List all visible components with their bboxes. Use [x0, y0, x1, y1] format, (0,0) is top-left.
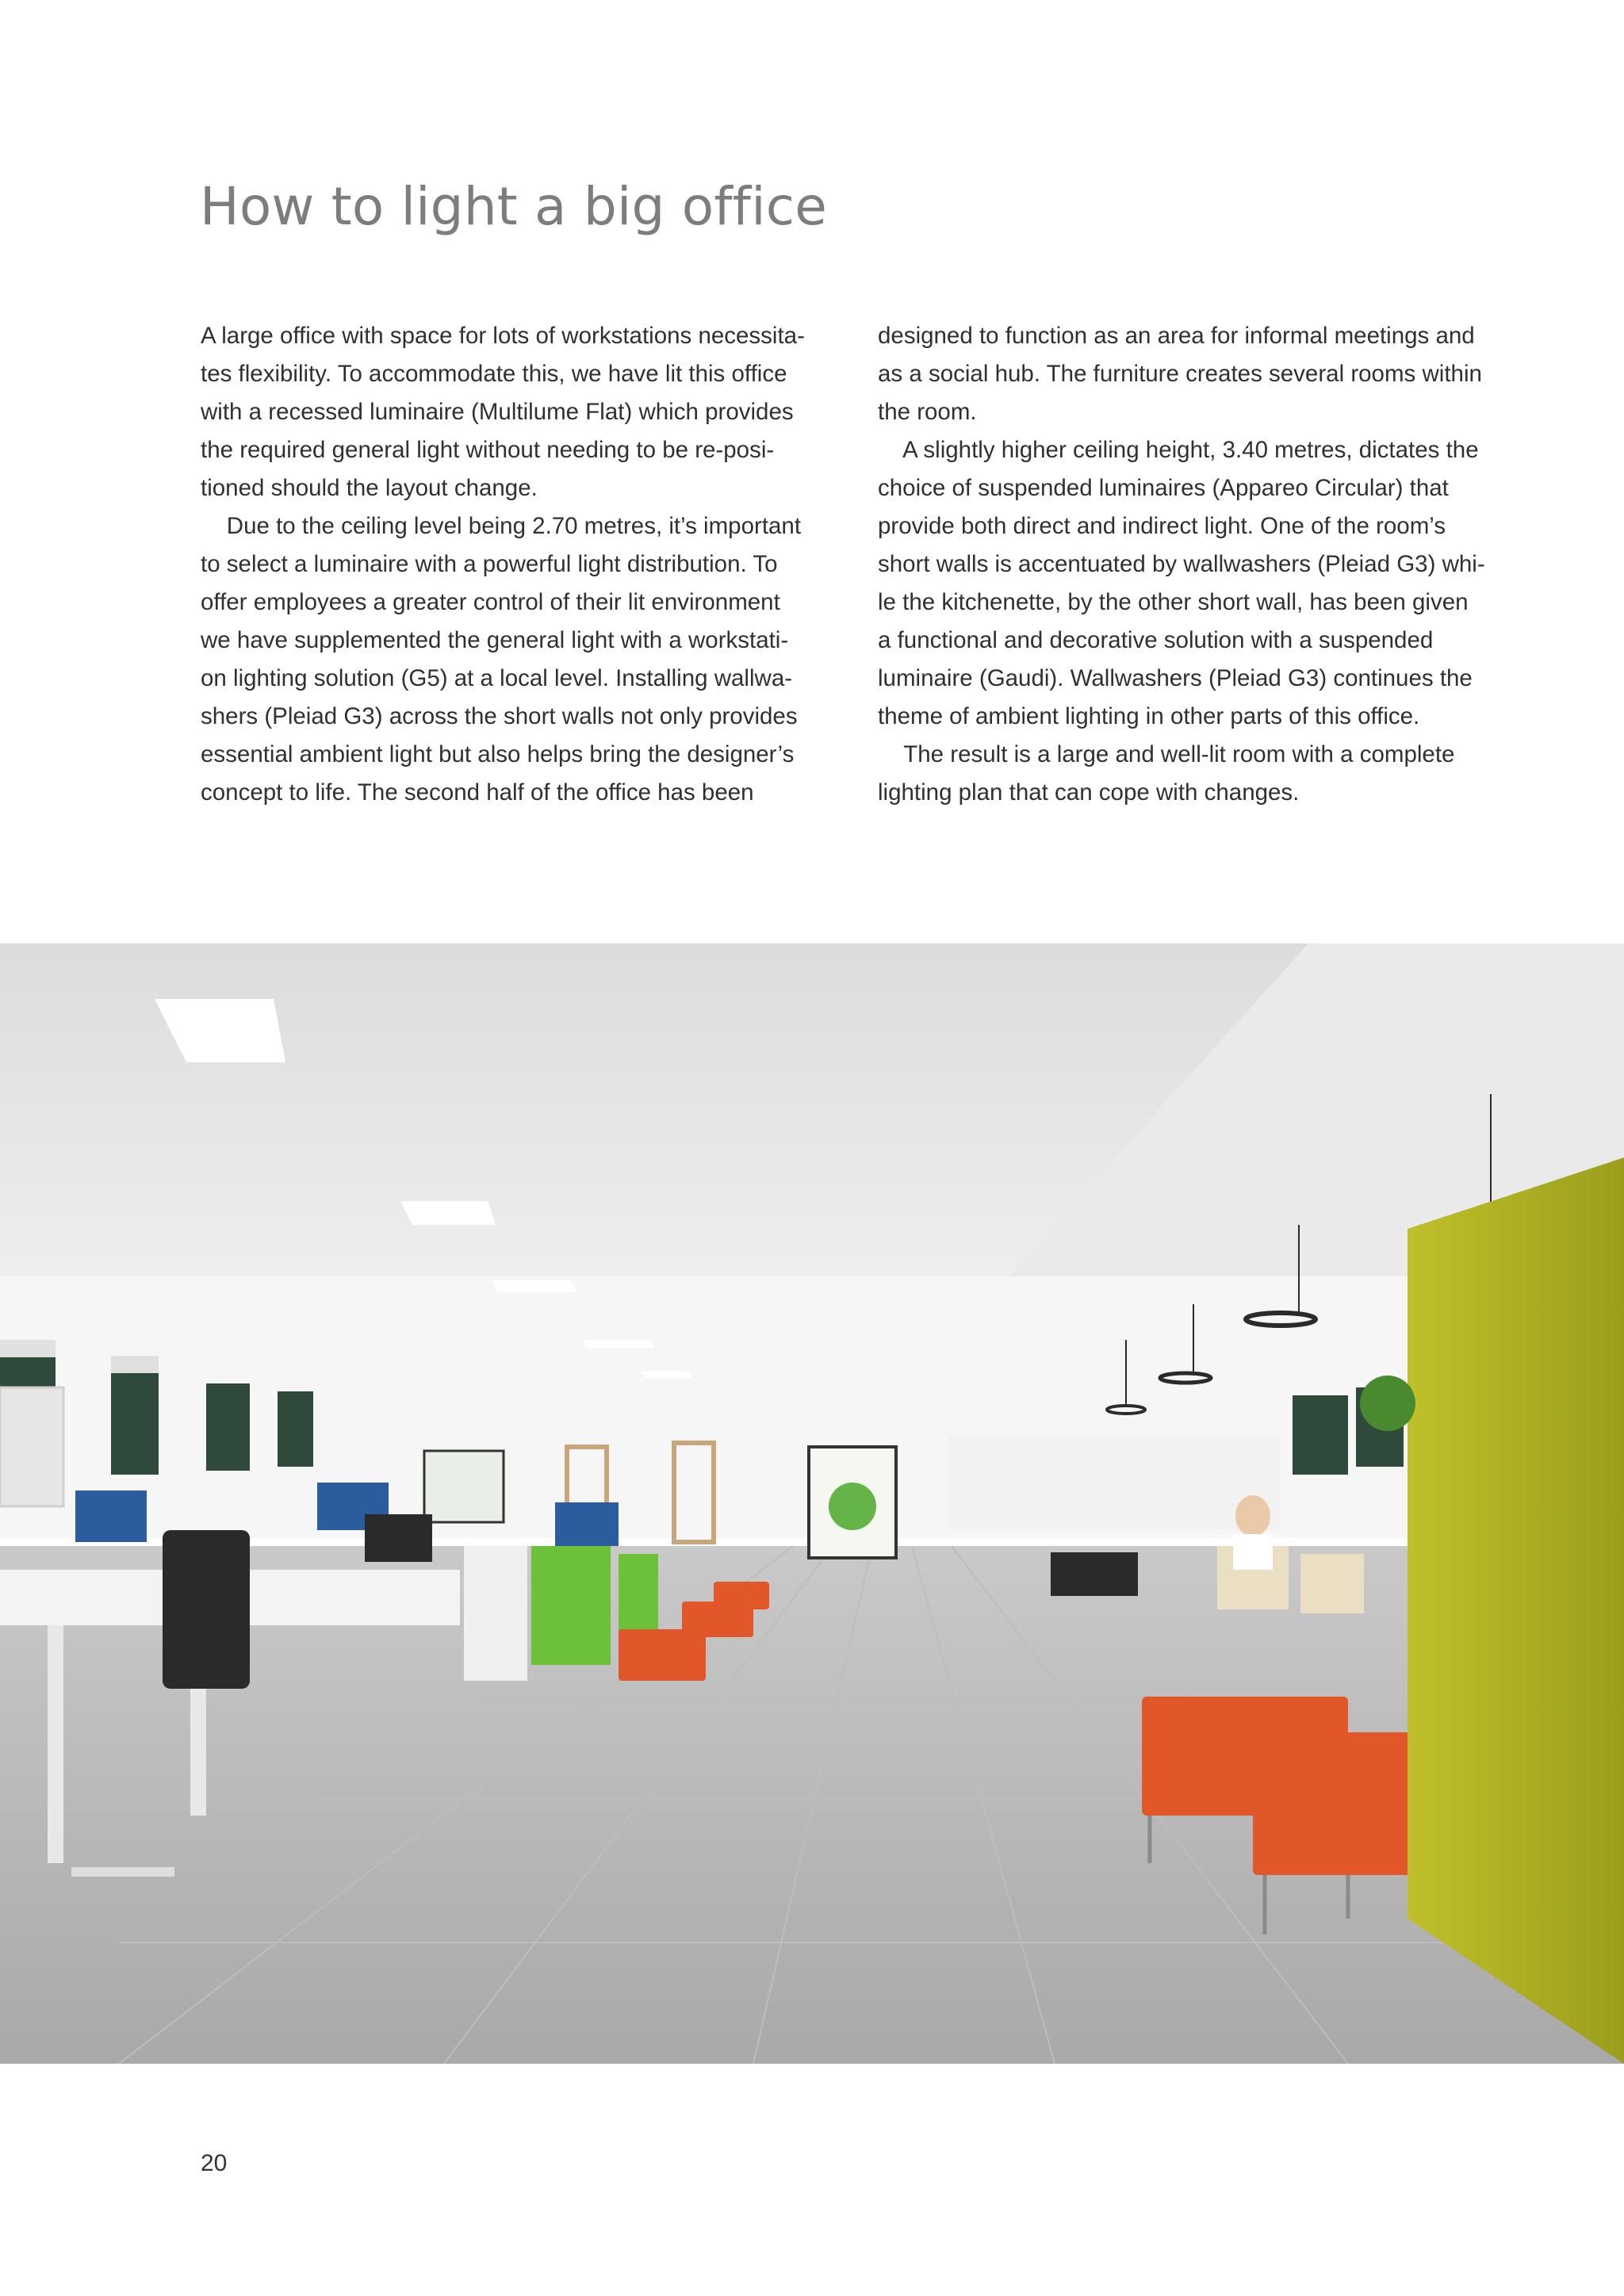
- text-line: essential ambient light but also helps bring the designer’s: [201, 741, 795, 767]
- text-line: short walls is accentuated by wallwashers (Pleiad G3) whi-: [878, 551, 1485, 577]
- text-line: theme of ambient lighting in other parts of this office.: [878, 703, 1420, 729]
- text-line: a functional and decorative solution with a suspended: [878, 627, 1434, 653]
- text-line: designed to function as an area for informal meetings and: [878, 323, 1475, 349]
- text-line: choice of suspended luminaires (Appareo Circular) that: [878, 475, 1449, 501]
- text-line: lighting plan that can cope with changes.: [878, 779, 1300, 806]
- page-number: 20: [201, 2150, 228, 2176]
- text-line: A slightly higher ceiling height, 3.40 metres, dictates the: [878, 437, 1479, 463]
- page-title: How to light a big office: [200, 176, 828, 237]
- text-line: tes flexibility. To accommodate this, we have lit this office: [201, 361, 787, 387]
- text-line: we have supplemented the general light with a workstati-: [201, 627, 789, 653]
- text-line: The result is a large and well-lit room with a complete: [878, 741, 1455, 767]
- text-line: le the kitchenette, by the other short wall, has been given: [878, 589, 1469, 615]
- text-line: concept to life. The second half of the office has been: [201, 779, 754, 806]
- text-line: A large office with space for lots of workstations necessita-: [201, 323, 805, 349]
- text-line: provide both direct and indirect light. One of the room’s: [878, 513, 1446, 539]
- office-photo: [0, 943, 1624, 2064]
- plant: [1360, 1376, 1415, 1431]
- text-line: the room.: [878, 399, 977, 425]
- text-line: to select a luminaire with a powerful light distribution. To: [201, 551, 778, 577]
- text-line: as a social hub. The furniture creates several rooms within: [878, 361, 1482, 387]
- text-line: the required general light without needing to be re-posi-: [201, 437, 775, 463]
- text-line: luminaire (Gaudi). Wallwashers (Pleiad G3) continues the: [878, 665, 1473, 691]
- text-column-left: [201, 317, 835, 812]
- accent-wall: [1408, 1158, 1624, 2064]
- text-line: shers (Pleiad G3) across the short walls not only provides: [201, 703, 798, 729]
- kitchenette: [948, 1435, 1281, 1530]
- text-line: with a recessed luminaire (Multilume Flat) which provides: [201, 399, 794, 425]
- text-line: on lighting solution (G5) at a local level. Installing wallwa-: [201, 665, 793, 691]
- text-column-right: [878, 317, 1512, 812]
- text-line: tioned should the layout change.: [201, 475, 538, 501]
- text-line: offer employees a greater control of their lit environment: [201, 589, 780, 615]
- text-line: Due to the ceiling level being 2.70 metres, it’s important: [201, 513, 802, 539]
